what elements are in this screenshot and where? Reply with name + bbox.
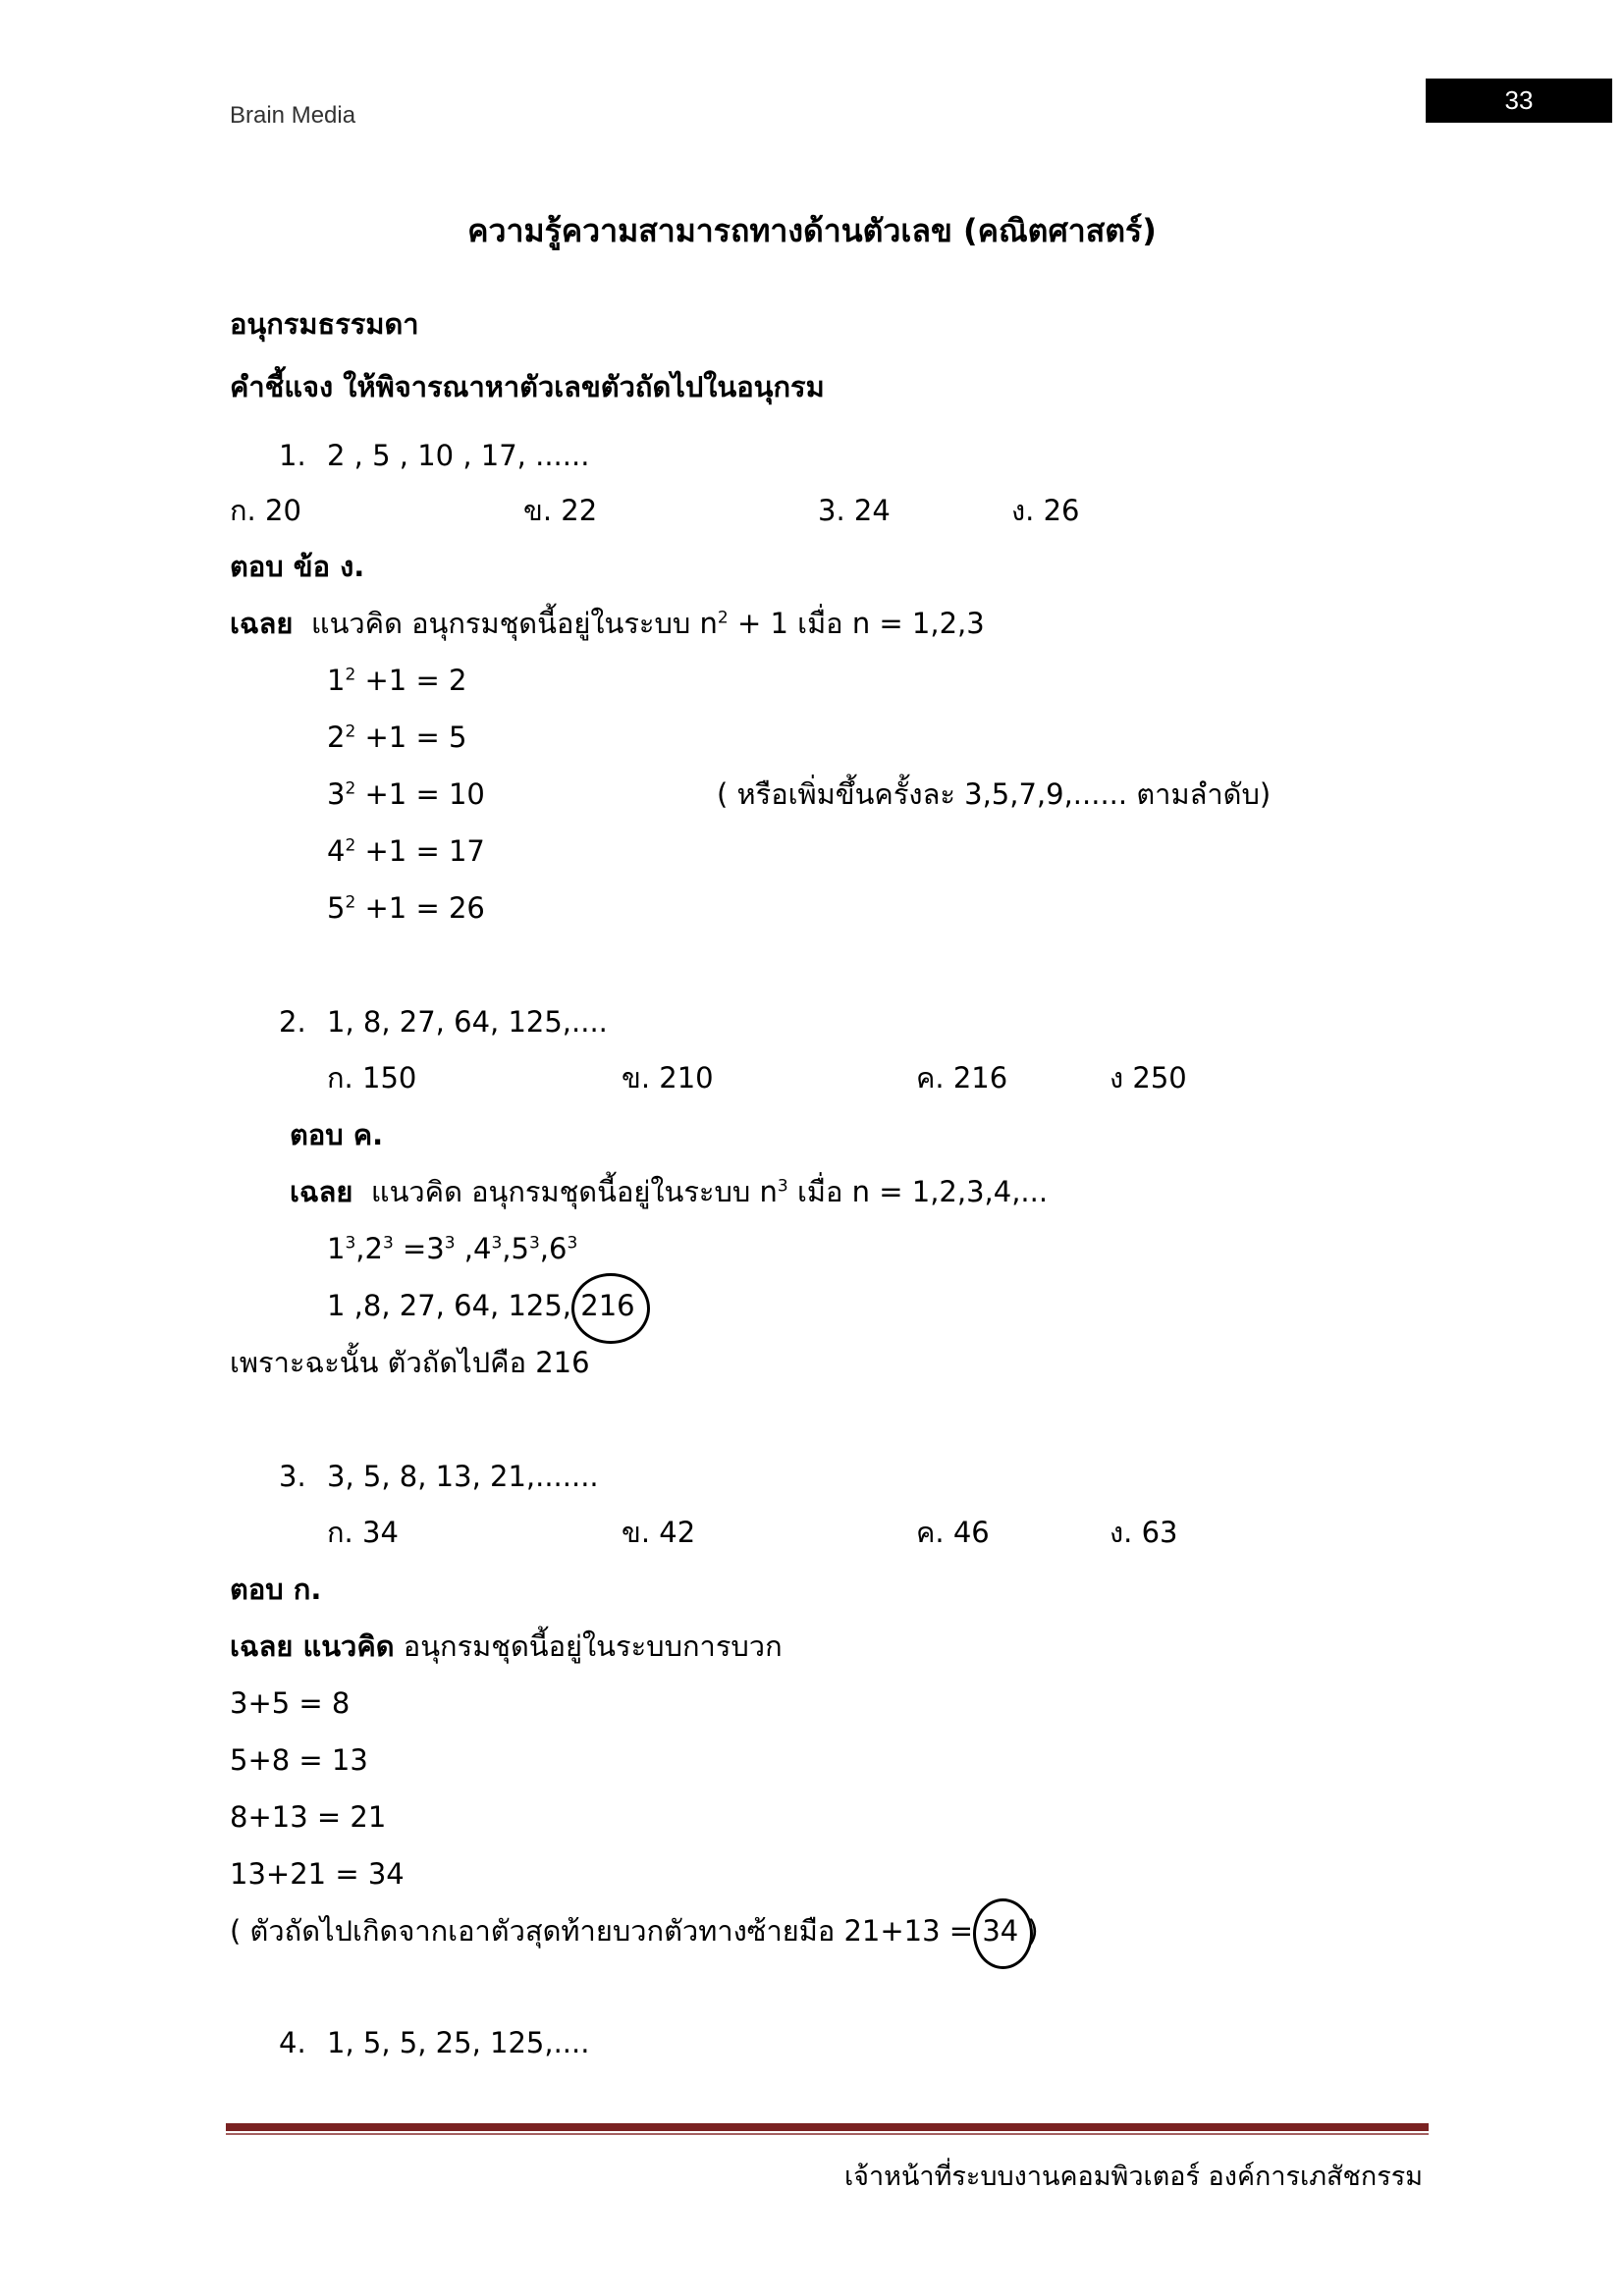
footer-rule-thin (226, 2133, 1429, 2135)
q1-number: 1. (279, 439, 306, 472)
q3-choice-c: ค. 46 (916, 1516, 990, 1549)
q4-number: 4. (279, 2026, 306, 2059)
q3-note-suffix: ) (1018, 1914, 1039, 1948)
q1-choice-c: 3. 24 (818, 494, 891, 527)
q1-solution (230, 606, 985, 641)
q3-note-prefix: ( ตัวถัดไปเกิดจากเอาตัวสุดท้ายบวกตัวทางซ้ายมือ 21+13 = (230, 1914, 983, 1948)
q1-step-1: $1^2 +1 = 2$ (327, 664, 467, 697)
footer-text: เจ้าหน้าที่ระบบงานคอมพิวเตอร์ องค์การเภสัชกรรม (843, 2162, 1423, 2192)
q3-note-circled: 34 (982, 1914, 1019, 1948)
q1-step-3: $3^2 +1 = 10$ (327, 777, 485, 811)
q3-step-2: 5+8 = 13 (230, 1743, 368, 1777)
q3-number: 3. (279, 1460, 306, 1493)
q3-answer-circle (973, 1898, 1033, 1969)
header-brand: Brain Media (230, 102, 356, 129)
footer-rule (226, 2123, 1429, 2131)
q2-result-prefix: 1 ,8, 27, 64, 125, (327, 1289, 581, 1322)
q2-solution-post: เมื่อ n = 1,2,3,4,... (787, 1175, 1049, 1208)
q1-answer: ตอบ ข้อ ง. (230, 550, 365, 583)
q3-choice-b: ข. 42 (622, 1516, 696, 1549)
q2-result-circled: 216 (580, 1289, 635, 1322)
q3-solution (230, 1629, 783, 1664)
q1-solution-post: + 1 เมื่อ n = 1,2,3 (728, 607, 985, 640)
q1-choice-b: ข. 22 (523, 494, 598, 527)
q1-solution-exp: 2 (717, 608, 729, 628)
q2-answer: ตอบ ค. (290, 1118, 384, 1151)
q3-sequence: 3, 5, 8, 13, 21,....... (327, 1460, 599, 1493)
q2-choice-b: ข. 210 (622, 1061, 714, 1095)
q3-choice-a: ก. 34 (327, 1516, 399, 1549)
page-title: ความรู้ความสามารถทางด้านตัวเลข (คณิตศาสตร์) (467, 212, 1157, 249)
q3-step-4: 13+21 = 34 (230, 1857, 405, 1891)
page-number: 33 (1504, 85, 1534, 115)
q2-answer-circle (571, 1273, 649, 1344)
q2-conclusion: เพราะฉะนั้น ตัวถัดไปคือ 216 (230, 1346, 590, 1379)
q1-solution-label: เฉลย (230, 607, 294, 640)
q4-sequence: 1, 5, 5, 25, 125,.... (327, 2026, 590, 2059)
q3-note (230, 1913, 1039, 1949)
q2-solution-label: เฉลย (290, 1175, 353, 1208)
page-number-box (1426, 79, 1612, 123)
q2-choice-d: ง 250 (1110, 1061, 1187, 1095)
q1-choice-a: ก. 20 (230, 494, 301, 527)
q3-step-1: 3+5 = 8 (230, 1686, 351, 1720)
q1-choice-d: ง. 26 (1011, 494, 1080, 527)
q2-sequence: 1, 8, 27, 64, 125,.... (327, 1005, 608, 1039)
section-heading: อนุกรมธรรมดา (230, 307, 419, 341)
q2-solution (290, 1174, 1048, 1209)
instructions: คำชี้แจง ให้พิจารณาหาตัวเลขตัวถัดไปในอนุกรม (230, 370, 825, 403)
q3-answer: ตอบ ก. (230, 1573, 322, 1606)
q3-solution-label: เฉลย แนวคิด (230, 1629, 395, 1663)
q1-step-4: $4^2 +1 = 17$ (327, 834, 485, 868)
q1-step-5: $5^2 +1 = 26$ (327, 891, 485, 925)
q1-step-2: $2^2 +1 = 5$ (327, 721, 467, 754)
q1-note: ( หรือเพิ่มขึ้นครั้งละ 3,5,7,9,...... ตามลำดับ) (717, 777, 1272, 811)
q2-solution-exp: 3 (777, 1176, 788, 1197)
q2-choice-a: ก. 150 (327, 1061, 417, 1095)
q2-choice-c: ค. 216 (916, 1061, 1008, 1095)
q1-solution-pre: แนวคิด อนุกรมชุดนี้อยู่ในระบบ n (310, 607, 718, 640)
q2-cubes: $1^3,2^3 =3^3$ $,4^3,5^3,6^3$ (327, 1232, 578, 1265)
q2-solution-pre: แนวคิด อนุกรมชุดนี้อยู่ในระบบ n (370, 1175, 778, 1208)
q3-step-3: 8+13 = 21 (230, 1800, 387, 1834)
q3-solution-text: อนุกรมชุดนี้อยู่ในระบบการบวก (394, 1629, 783, 1663)
q1-sequence: 2 , 5 , 10 , 17, ...... (327, 439, 590, 472)
q3-choice-d: ง. 63 (1110, 1516, 1178, 1549)
q2-number: 2. (279, 1005, 306, 1039)
